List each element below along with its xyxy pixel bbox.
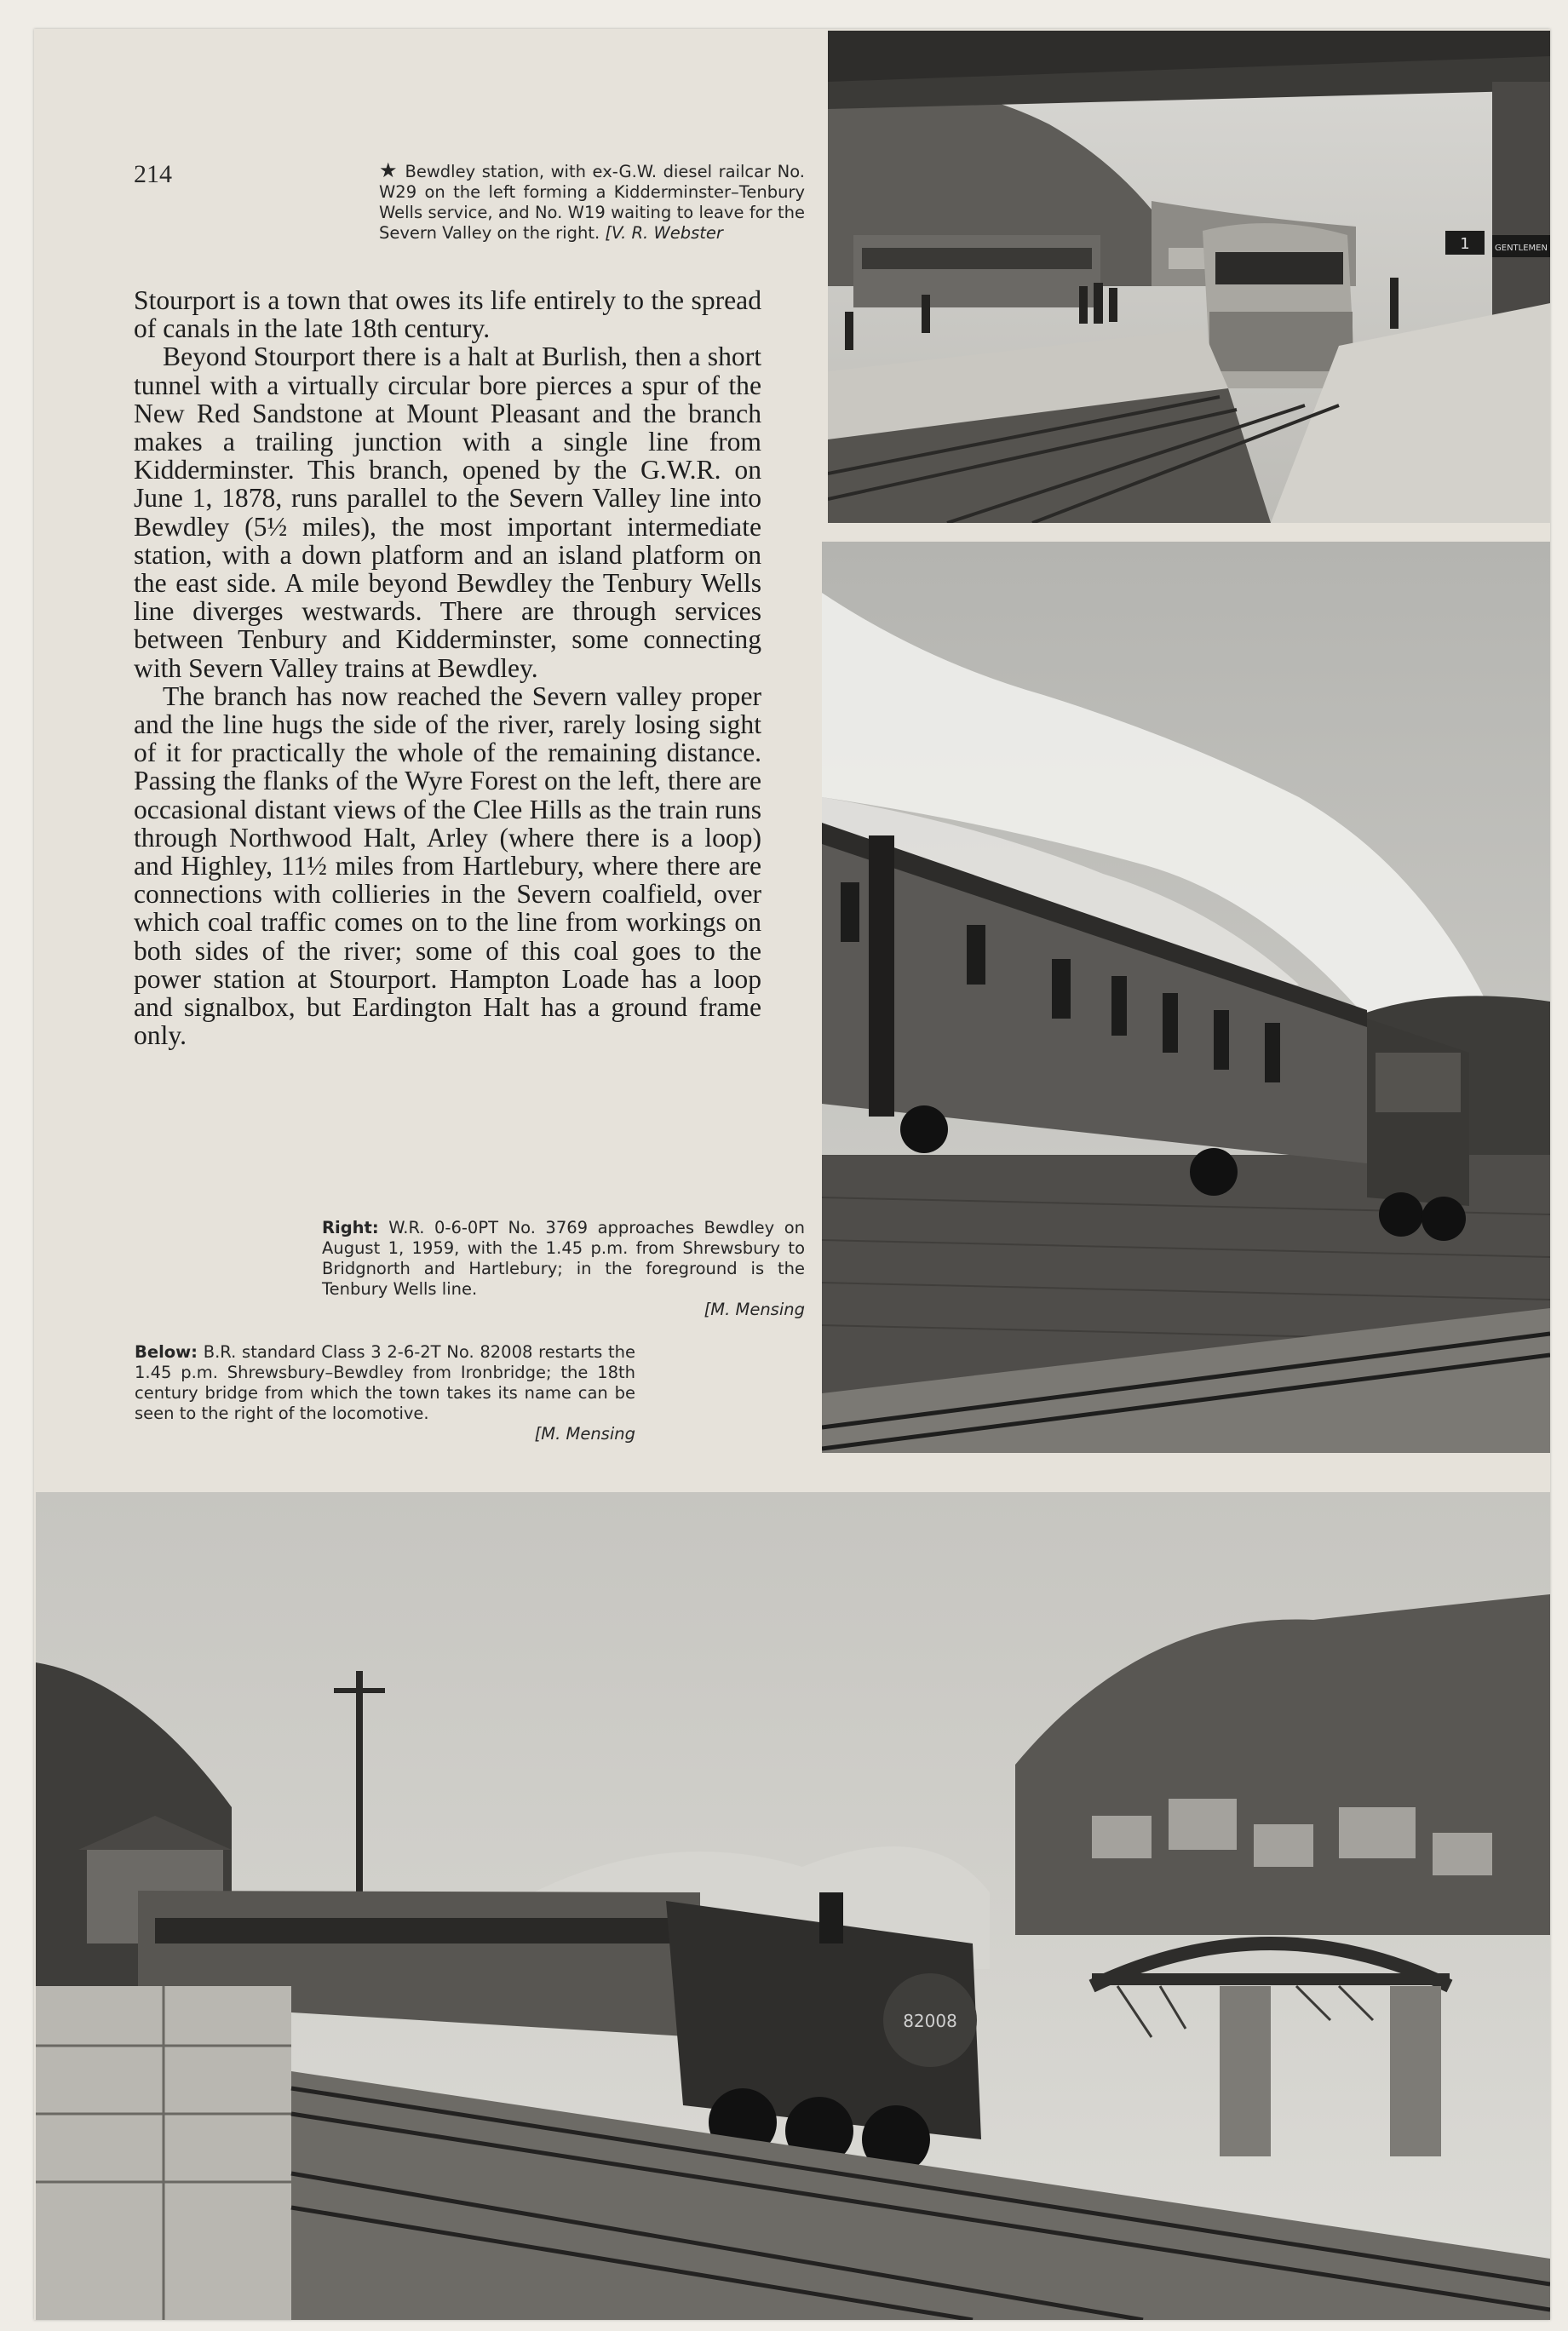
article-body — [134, 286, 761, 1049]
railcar-w29 — [853, 235, 1100, 307]
caption-right — [322, 1218, 805, 1320]
caption-right-label: Right: — [322, 1218, 379, 1237]
caption-top-credit: [V. R. Webster — [605, 223, 723, 243]
star-icon: ★ — [379, 158, 399, 182]
caption-top — [379, 160, 805, 244]
sign-one: 1 — [1460, 235, 1470, 253]
caption-right-credit: [M. Mensing — [704, 1300, 805, 1319]
caption-below-credit: [M. Mensing — [534, 1424, 635, 1444]
sign-gentlemen: GENTLEMEN — [1495, 244, 1548, 253]
caption-below-label: Below: — [135, 1342, 198, 1362]
paragraph-3: The branch has now reached the Severn valley proper and the line hugs the side of the river, rarely losing sight of it for practically the whole of the remaining distance. Passing the flanks of the Wyre Forest on the left, there are occasional distant views of the Clee Hills as the train runs through Northwood Halt, Arley (where there is a loop) and Highley, 11½ miles from Hartlebury, where there are connections with collieries in the Severn coalfield, over which coal traffic comes on to the line from workings on both sides of the river; some of this coal goes to the power station at Stourport. Hampton Loade has a loop and signalbox, but Eardington Halt has a ground frame only. — [134, 680, 761, 1051]
photo-pannier-tank — [822, 542, 1550, 1453]
caption-right-text: W.R. 0-6-0PT No. 3769 approaches Bewdley on August 1, 1959, with the 1.45 p.m. from Shrewsbury to Bridgnorth and Hartlebury; in the foreground is the Tenbury Wells line. — [322, 1218, 805, 1299]
caption-below-text: B.R. standard Class 3 2-6-2T No. 82008 restarts the 1.45 p.m. Shrewsbury–Bewdley from Ironbridge; the 18th century bridge from which the town takes its name can be seen to the right of the locomotive. — [135, 1342, 635, 1423]
station-photo-illustration — [828, 31, 1550, 523]
bridge-photo-illustration — [36, 1492, 1550, 2320]
paragraph-2: Beyond Stourport there is a halt at Burlish, then a short tunnel with a virtually circular bore pierces a spur of the New Red Sandstone at Mount Pleasant and the branch makes a trailing junction with a single line from Kidderminster. This branch, opened by the G.W.R. on June 1, 1878, runs parallel to the Severn Valley line into Bewdley (5½ miles), the most important intermediate station, with a down platform and an island platform on the east side. A mile beyond Bewdley the Tenbury Wells line diverges westwards. There are through services between Tenbury and Kidderminster, some connecting with Severn Valley trains at Bewdley. — [134, 342, 761, 683]
pannier-photo-illustration — [822, 542, 1550, 1453]
loco-number-plate: 82008 — [903, 2011, 957, 2031]
photo-82008-bewdley — [36, 1492, 1550, 2320]
photo-bewdley-station — [828, 31, 1550, 523]
caption-top-text: Bewdley station, with ex-G.W. diesel railcar No. W29 on the left forming a Kidderminster–Tenbury Wells service, and No. W19 waiting to leave for the Severn Valley on the right. — [379, 162, 806, 243]
paragraph-1: Stourport is a town that owes its life entirely to the spread of canals in the late 18th century. — [134, 285, 761, 344]
page-number: 214 — [134, 160, 172, 188]
caption-below — [135, 1342, 635, 1444]
